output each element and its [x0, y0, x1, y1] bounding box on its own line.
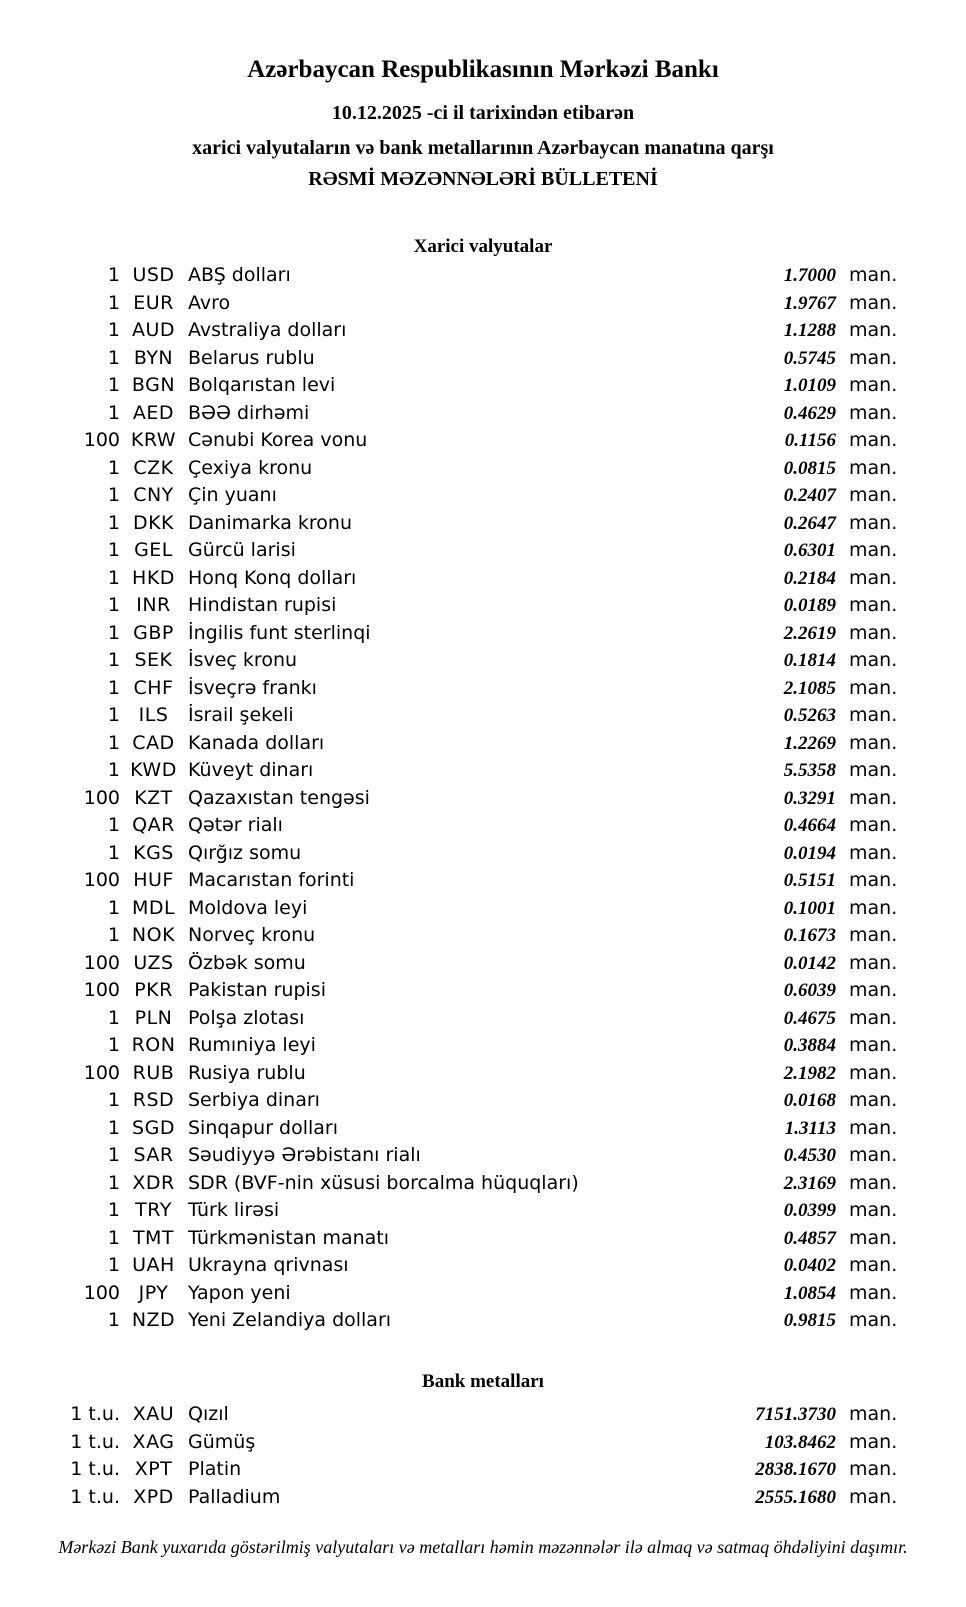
unit-label: man.: [849, 676, 898, 699]
obligation-note: Mərkəzi Bank yuxarıda göstərilmiş valyutaları və metalları həmin məzənnələr ilə almaq və satmaq öhdəliyini daşımır.: [58, 1537, 908, 1557]
rate-value: 2838.1670: [755, 1459, 836, 1480]
rate-value: 1.1288: [783, 320, 836, 341]
currency-code: CNY: [133, 484, 174, 506]
quantity-value: 1: [107, 319, 120, 341]
currency-code: CZK: [133, 456, 174, 479]
currency-name: Ukrayna qrivnası: [188, 1254, 349, 1276]
rate-value: 0.0194: [783, 842, 836, 864]
unit-label: man.: [849, 704, 898, 726]
currency-code: TRY: [135, 1199, 172, 1221]
quantity-value: 1: [107, 1034, 120, 1056]
quantity-value: 1: [107, 594, 120, 616]
bulletin-title: RƏSMİ MƏZƏNNƏLƏRİ BÜLLETENİ: [308, 168, 658, 190]
quantity-value: 1: [107, 456, 120, 479]
rate-row: [0, 1087, 966, 1115]
rate-value: 0.5263: [783, 705, 836, 726]
rate-value: 0.2647: [783, 512, 836, 534]
rate-row: [0, 1401, 966, 1429]
currency-code: KWD: [130, 759, 177, 781]
currency-code: CAD: [132, 731, 175, 754]
rate-row: [0, 785, 966, 813]
unit-label: man.: [849, 924, 898, 946]
currency-name: İsveçrə frankı: [188, 676, 317, 699]
unit-label: man.: [849, 511, 898, 534]
rate-value: 0.1001: [783, 897, 836, 919]
quantity-value: 1: [107, 1226, 120, 1249]
rate-value: 0.0142: [783, 952, 836, 974]
currency-name: Belarus rublu: [188, 346, 315, 369]
quantity-value: 100: [83, 1281, 120, 1304]
quantity-value: 1: [107, 704, 120, 726]
rate-row: [0, 372, 966, 400]
quantity-value: 1: [107, 1089, 120, 1111]
rate-value: 0.0168: [783, 1090, 836, 1111]
rate-row: [0, 1115, 966, 1143]
currency-name: Cənubi Korea vonu: [188, 429, 368, 451]
quantity-value: 1: [107, 814, 120, 836]
currencies-section-title: Xarici valyutalar: [413, 236, 553, 257]
rate-value: 2.3169: [783, 1172, 836, 1194]
rate-value: 2.1982: [783, 1062, 836, 1084]
rate-row: [0, 1280, 966, 1308]
rate-value: 0.2407: [783, 485, 836, 506]
currency-code: CHF: [133, 676, 174, 699]
subtitle-line: xarici valyutaların və bank metallarının Azərbaycan manatına qarşı: [192, 137, 774, 159]
currency-name: İsrail şekeli: [188, 704, 294, 726]
rate-row: [0, 977, 966, 1005]
metals-table: [0, 1401, 966, 1511]
rate-value: 0.0402: [783, 1255, 836, 1276]
rate-value: 0.4857: [783, 1227, 836, 1249]
currency-name: BƏƏ dirhəmi: [188, 401, 310, 424]
rate-row: [0, 1484, 966, 1512]
currency-name: Avro: [188, 291, 231, 314]
currency-code: RSD: [132, 1089, 175, 1111]
unit-label: man.: [849, 649, 898, 671]
quantity-value: 1: [107, 676, 120, 699]
rate-row: [0, 620, 966, 648]
unit-label: man.: [849, 1089, 898, 1111]
currency-code: GBP: [133, 621, 174, 644]
quantity-value: 1: [107, 539, 120, 561]
quantity-value: 1: [107, 924, 120, 946]
currency-name: Honq Konq dolları: [188, 566, 357, 589]
currency-code: AUD: [131, 319, 176, 341]
rate-row: [0, 510, 966, 538]
currencies-table: [0, 262, 966, 1335]
currency-name: Gürcü larisi: [188, 539, 296, 561]
currency-code: JPY: [138, 1281, 169, 1304]
rate-value: 2.2619: [783, 622, 836, 644]
currency-name: Sinqapur dolları: [188, 1116, 339, 1139]
rate-value: 2.1085: [783, 677, 836, 699]
currency-name: Qırğız somu: [188, 841, 302, 864]
currency-name: Norveç kronu: [188, 924, 316, 946]
currency-name: Polşa zlotası: [188, 1006, 305, 1029]
currency-name: Hindistan rupisi: [188, 594, 337, 616]
rate-row: [0, 950, 966, 978]
unit-label: man.: [849, 456, 898, 479]
rate-row: [0, 592, 966, 620]
unit-label: man.: [849, 1116, 898, 1139]
currency-code: XAU: [132, 1403, 175, 1425]
rate-value: 1.0854: [783, 1282, 836, 1304]
unit-label: man.: [849, 1485, 898, 1508]
quantity-value: 100: [83, 786, 120, 809]
rate-row: [0, 1252, 966, 1280]
rate-row: [0, 1197, 966, 1225]
rate-value: 0.2184: [783, 567, 836, 589]
unit-label: man.: [849, 1254, 898, 1276]
rate-row: [0, 262, 966, 290]
quantity-value: 100: [83, 979, 120, 1001]
unit-label: man.: [849, 896, 898, 919]
quantity-value: 100: [83, 951, 120, 974]
unit-label: man.: [849, 1430, 898, 1453]
rate-row: [0, 427, 966, 455]
bank-title: Azərbaycan Respublikasının Mərkəzi Bankı: [247, 56, 719, 83]
currency-name: Macarıstan forinti: [188, 869, 355, 891]
currency-name: Çexiya kronu: [188, 456, 313, 479]
unit-label: man.: [849, 346, 898, 369]
unit-label: man.: [849, 429, 898, 451]
rate-row: [0, 675, 966, 703]
rate-value: 0.9815: [783, 1310, 836, 1331]
currency-code: DKK: [132, 511, 175, 534]
unit-label: man.: [849, 1403, 898, 1425]
rate-row: [0, 1225, 966, 1253]
rate-value: 0.1673: [783, 925, 836, 946]
rate-row: [0, 1170, 966, 1198]
unit-label: man.: [849, 621, 898, 644]
quantity-value: 1: [107, 566, 120, 589]
currency-name: Pakistan rupisi: [188, 979, 326, 1001]
unit-label: man.: [849, 979, 898, 1001]
rate-row: [0, 895, 966, 923]
quantity-value: 1: [107, 291, 120, 314]
quantity-value: 1 t.u.: [70, 1430, 120, 1453]
quantity-value: 1 t.u.: [70, 1403, 120, 1425]
rate-row: [0, 812, 966, 840]
currency-code: ILS: [138, 704, 169, 726]
rate-row: [0, 537, 966, 565]
unit-label: man.: [849, 841, 898, 864]
rate-row: [0, 1307, 966, 1335]
effective-date-line: 10.12.2025 -ci il tarixindən etibarən: [331, 102, 635, 124]
currency-name: Qazaxıstan tengəsi: [188, 786, 370, 809]
currency-name: Palladium: [188, 1485, 281, 1508]
quantity-value: 100: [83, 1061, 120, 1084]
currency-name: Qətər rialı: [188, 814, 283, 836]
quantity-value: 1: [107, 649, 120, 671]
unit-label: man.: [849, 374, 898, 396]
quantity-value: 1: [107, 1006, 120, 1029]
currency-code: NOK: [131, 924, 176, 946]
quantity-value: 1: [107, 511, 120, 534]
currency-code: UAH: [132, 1254, 175, 1276]
currency-name: Gümüş: [188, 1430, 256, 1453]
currency-code: TMT: [132, 1226, 175, 1249]
quantity-value: 1: [107, 841, 120, 864]
unit-label: man.: [849, 319, 898, 341]
rate-value: 103.8462: [764, 1431, 836, 1453]
currency-name: Danimarka kronu: [188, 511, 353, 534]
unit-label: man.: [849, 594, 898, 616]
currency-name: Rumıniya leyi: [188, 1034, 316, 1056]
rate-row: [0, 1142, 966, 1170]
quantity-value: 1: [107, 1171, 120, 1194]
unit-label: man.: [849, 1226, 898, 1249]
currency-code: XPD: [133, 1485, 174, 1508]
rate-value: 0.6039: [783, 980, 836, 1001]
currency-name: Türkmənistan manatı: [188, 1226, 390, 1249]
rate-value: 1.2269: [783, 732, 836, 754]
unit-label: man.: [849, 951, 898, 974]
currency-code: BGN: [131, 374, 176, 396]
rate-value: 0.0815: [783, 457, 836, 479]
quantity-value: 1: [107, 1254, 120, 1276]
currency-code: PLN: [134, 1006, 173, 1029]
currency-name: Bolqarıstan levi: [188, 374, 336, 396]
unit-label: man.: [849, 1281, 898, 1304]
rate-value: 0.5745: [783, 347, 836, 369]
currency-code: AED: [132, 401, 175, 424]
quantity-value: 1: [107, 401, 120, 424]
currency-code: HKD: [132, 566, 175, 589]
unit-label: man.: [849, 1006, 898, 1029]
currency-code: SGD: [132, 1116, 175, 1139]
rate-value: 1.7000: [783, 265, 836, 286]
quantity-value: 1: [107, 1116, 120, 1139]
currency-name: Küveyt dinarı: [188, 759, 314, 781]
quantity-value: 1: [107, 731, 120, 754]
currency-name: Platin: [188, 1458, 242, 1480]
currency-code: SEK: [134, 649, 173, 671]
unit-label: man.: [849, 484, 898, 506]
quantity-value: 1: [107, 1309, 120, 1331]
rate-value: 0.3884: [783, 1035, 836, 1056]
currency-name: ABŞ dolları: [188, 264, 291, 286]
rate-value: 1.9767: [783, 292, 836, 314]
rate-row: [0, 1032, 966, 1060]
currency-code: EUR: [133, 291, 174, 314]
unit-label: man.: [849, 759, 898, 781]
rate-row: [0, 730, 966, 758]
rate-value: 7151.3730: [755, 1404, 836, 1425]
currency-code: XPT: [134, 1458, 173, 1480]
unit-label: man.: [849, 401, 898, 424]
rate-row: [0, 867, 966, 895]
rate-row: [0, 840, 966, 868]
unit-label: man.: [849, 731, 898, 754]
quantity-value: 100: [83, 869, 120, 891]
rate-row: [0, 757, 966, 785]
quantity-value: 1: [107, 621, 120, 644]
unit-label: man.: [849, 539, 898, 561]
quantity-value: 1: [107, 896, 120, 919]
currency-code: GEL: [134, 539, 173, 561]
currency-code: QAR: [132, 814, 175, 836]
currency-name: Avstraliya dolları: [188, 319, 347, 341]
currency-name: Serbiya dinarı: [188, 1089, 320, 1111]
rate-row: [0, 647, 966, 675]
rate-row: [0, 565, 966, 593]
currency-name: Yeni Zelandiya dolları: [188, 1309, 392, 1331]
currency-name: Rusiya rublu: [188, 1061, 306, 1084]
currency-name: İngilis funt sterlinqi: [188, 621, 371, 644]
currency-code: KGS: [133, 841, 174, 864]
unit-label: man.: [849, 1309, 898, 1331]
currency-code: INR: [136, 594, 171, 616]
rate-value: 1.0109: [783, 375, 836, 396]
currency-name: SDR (BVF-nin xüsusi borcalma hüquqları): [188, 1171, 579, 1194]
currency-name: Özbək somu: [188, 951, 306, 974]
rate-row: [0, 1429, 966, 1457]
unit-label: man.: [849, 786, 898, 809]
quantity-value: 1: [107, 1144, 120, 1166]
rate-row: [0, 702, 966, 730]
currency-code: KZT: [134, 786, 173, 809]
currency-code: XAG: [132, 1430, 175, 1453]
quantity-value: 1: [107, 346, 120, 369]
currency-code: MDL: [131, 896, 176, 919]
rate-row: [0, 317, 966, 345]
currency-name: Kanada dolları: [188, 731, 325, 754]
rate-row: [0, 482, 966, 510]
currency-name: Qızıl: [188, 1403, 229, 1425]
rate-value: 2555.1680: [755, 1486, 836, 1508]
rate-value: 0.4629: [783, 402, 836, 424]
unit-label: man.: [849, 869, 898, 891]
rate-value: 0.1156: [784, 430, 836, 451]
quantity-value: 1: [107, 759, 120, 781]
rate-value: 0.4675: [783, 1007, 836, 1029]
currency-code: XDR: [132, 1171, 175, 1194]
unit-label: man.: [849, 566, 898, 589]
quantity-value: 100: [83, 429, 120, 451]
rate-row: [0, 1060, 966, 1088]
unit-label: man.: [849, 264, 898, 286]
currency-code: PKR: [134, 979, 173, 1001]
quantity-value: 1: [107, 484, 120, 506]
rate-row: [0, 400, 966, 428]
currency-name: Yapon yeni: [188, 1281, 291, 1304]
rate-value: 0.6301: [783, 540, 836, 561]
unit-label: man.: [849, 814, 898, 836]
currency-name: Çin yuanı: [188, 484, 277, 506]
quantity-value: 1 t.u.: [70, 1485, 120, 1508]
currency-code: BYN: [133, 346, 174, 369]
currency-name: Moldova leyi: [188, 896, 308, 919]
unit-label: man.: [849, 1199, 898, 1221]
currency-name: Türk lirəsi: [188, 1199, 280, 1221]
rate-value: 0.4664: [783, 815, 836, 836]
quantity-value: 1: [107, 374, 120, 396]
rate-row: [0, 290, 966, 318]
currency-name: İsveç kronu: [188, 649, 298, 671]
metals-section-title: Bank metalları: [422, 1371, 544, 1392]
quantity-value: 1: [107, 1199, 120, 1221]
rate-value: 0.1814: [783, 650, 836, 671]
currency-code: SAR: [133, 1144, 174, 1166]
currency-code: NZD: [131, 1309, 176, 1331]
rate-row: [0, 1456, 966, 1484]
unit-label: man.: [849, 1144, 898, 1166]
unit-label: man.: [849, 1061, 898, 1084]
unit-label: man.: [849, 1034, 898, 1056]
quantity-value: 1: [107, 264, 120, 286]
rate-value: 1.3113: [784, 1117, 836, 1139]
currency-code: RUB: [132, 1061, 175, 1084]
rate-row: [0, 345, 966, 373]
quantity-value: 1 t.u.: [70, 1458, 120, 1480]
currency-name: Səudiyyə Ərəbistanı rialı: [188, 1144, 421, 1166]
rate-value: 0.0189: [783, 595, 836, 616]
unit-label: man.: [849, 291, 898, 314]
rate-row: [0, 922, 966, 950]
currency-code: USD: [132, 264, 175, 286]
rate-row: [0, 455, 966, 483]
rate-value: 5.5358: [783, 760, 836, 781]
rate-row: [0, 1005, 966, 1033]
unit-label: man.: [849, 1458, 898, 1480]
currency-code: UZS: [133, 951, 174, 974]
rate-value: 0.4530: [783, 1145, 836, 1166]
rate-value: 0.0399: [783, 1200, 836, 1221]
rate-value: 0.5151: [783, 870, 836, 891]
rate-value: 0.3291: [783, 787, 836, 809]
currency-code: HUF: [133, 869, 174, 891]
unit-label: man.: [849, 1171, 898, 1194]
currency-code: RON: [131, 1034, 176, 1056]
currency-code: KRW: [130, 429, 177, 451]
